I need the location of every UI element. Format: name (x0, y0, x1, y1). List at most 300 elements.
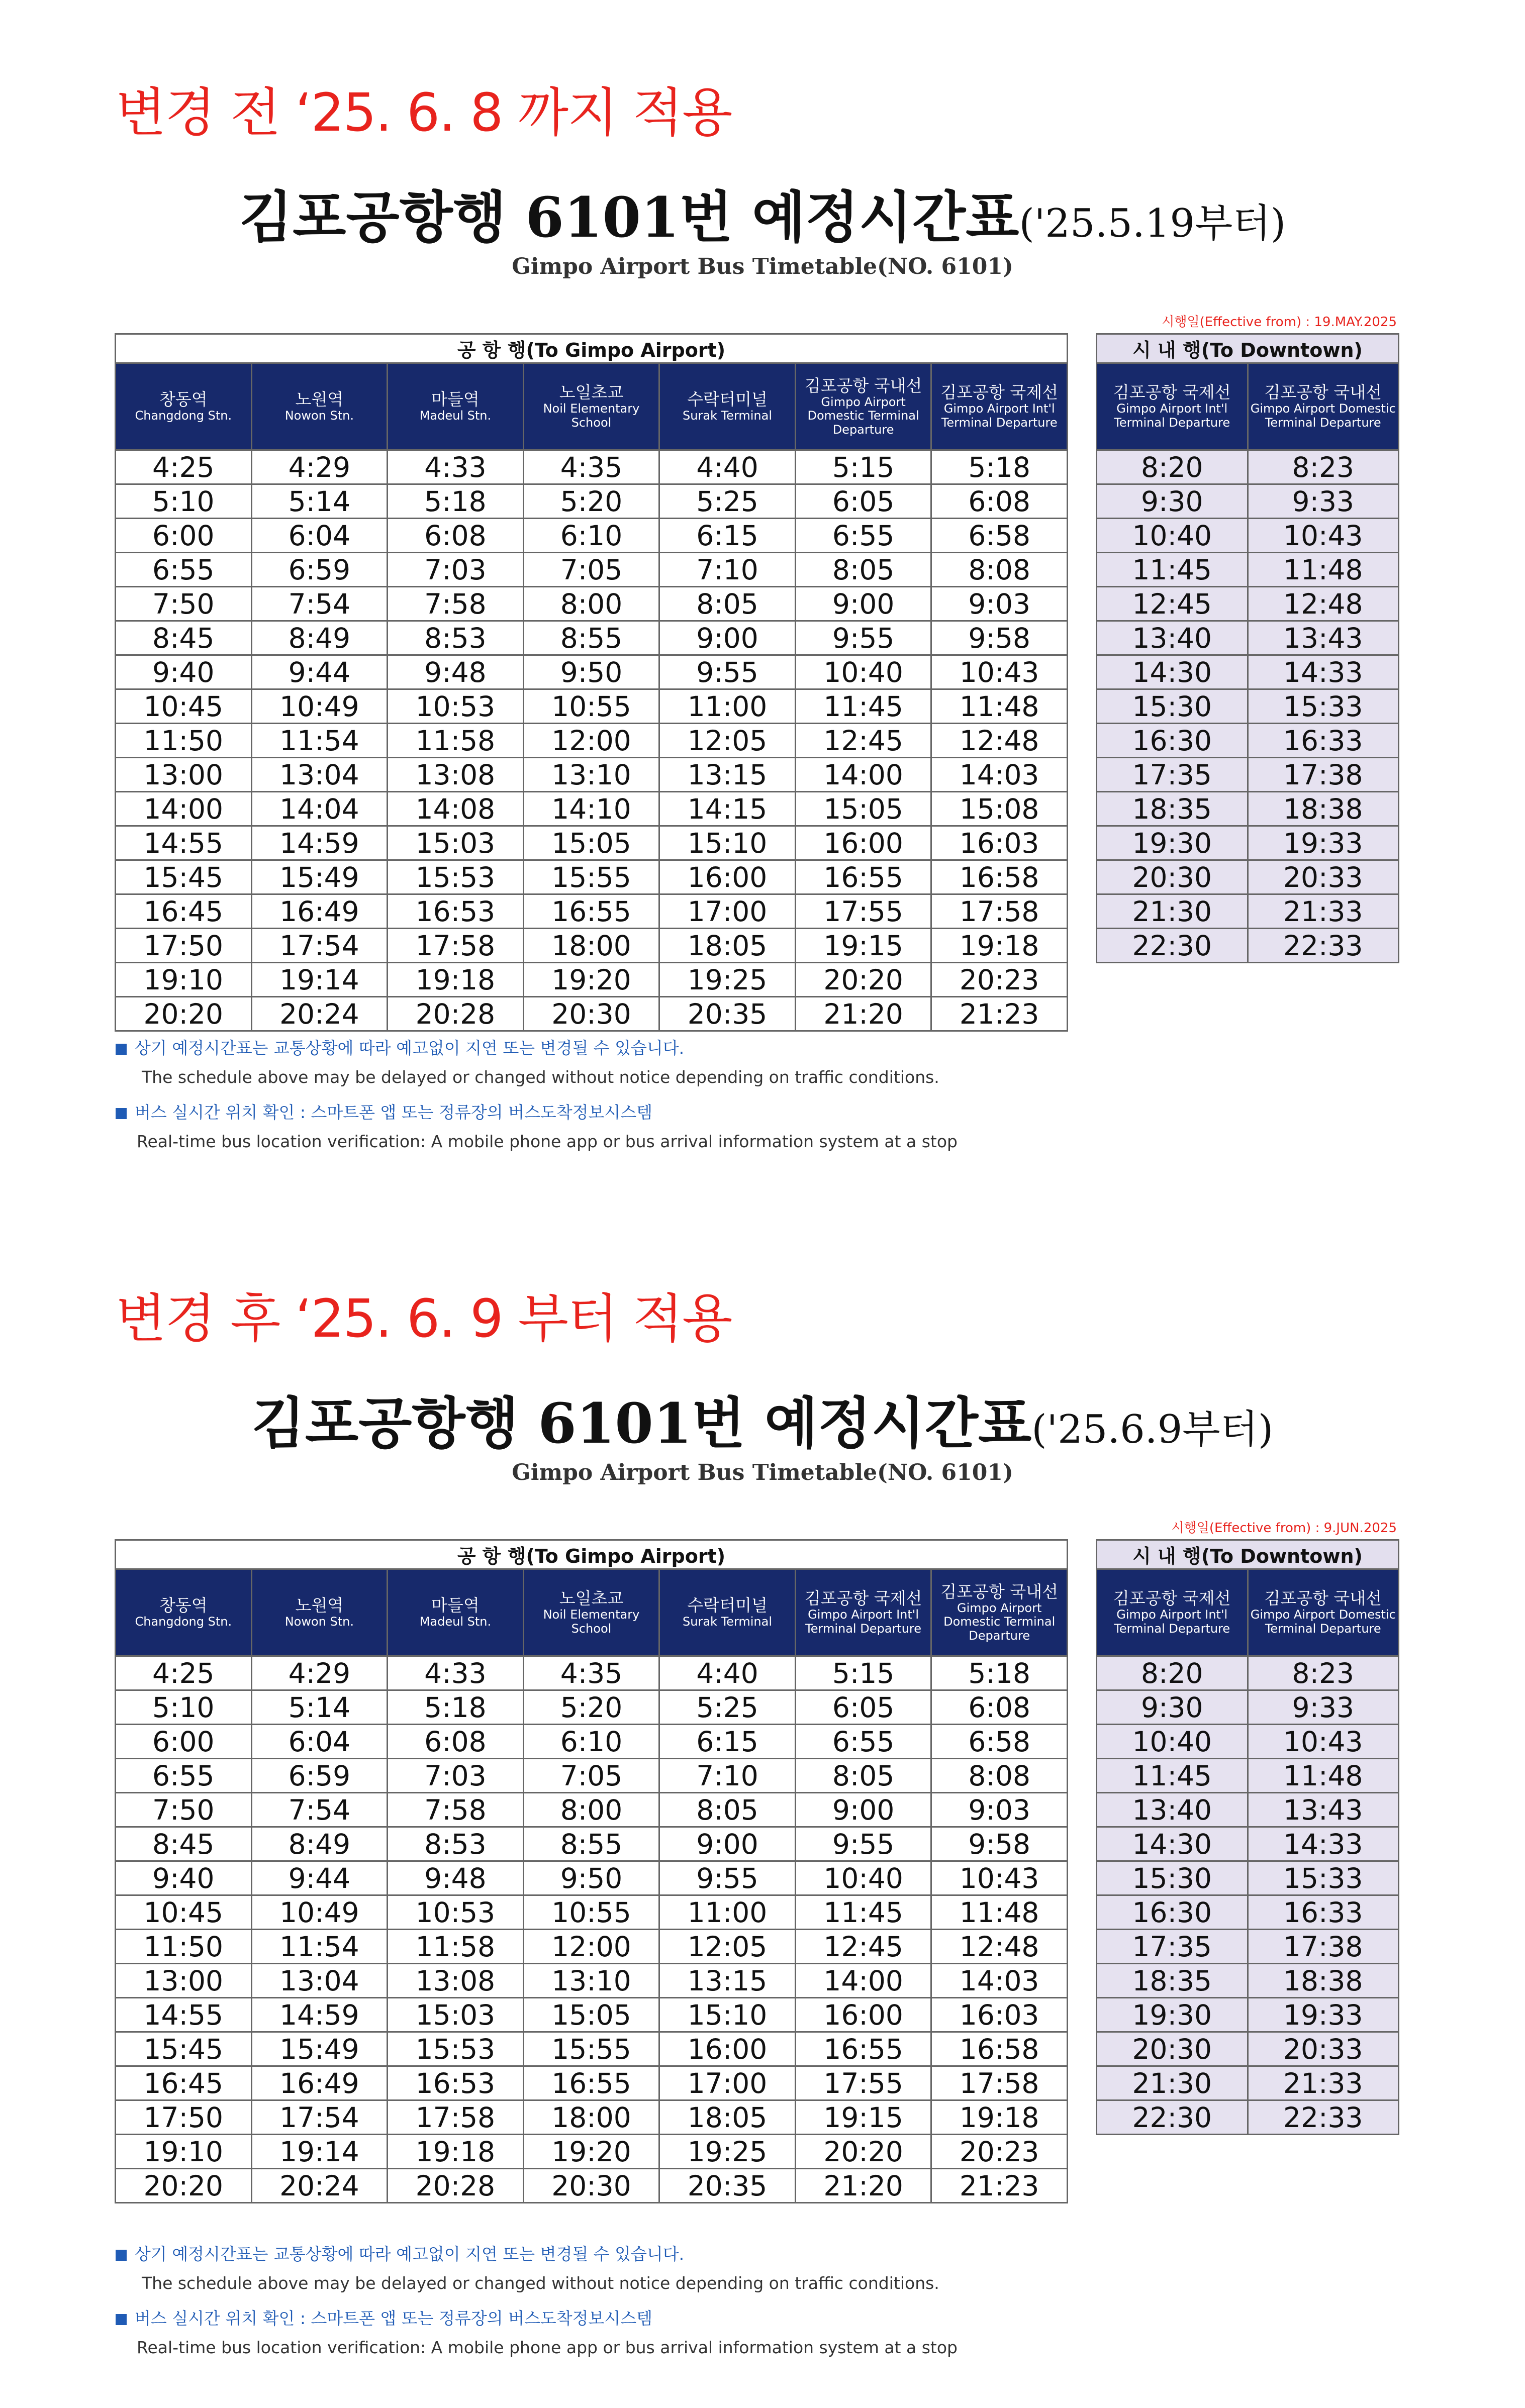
time-cell: 15:53 (388, 2032, 524, 2066)
time-cell: 5:18 (388, 1690, 524, 1725)
table-row (116, 997, 1068, 1031)
time-cell: 9:50 (523, 655, 659, 689)
time-cell: 12:00 (523, 1930, 659, 1964)
table-row (116, 929, 1068, 963)
table-row (1097, 1930, 1399, 1964)
column-header (931, 363, 1068, 450)
time-cell: 20:28 (388, 997, 524, 1031)
column-header-ko: 마들역 (431, 389, 480, 410)
time-cell: 10:49 (251, 1895, 388, 1930)
time-cell: 6:59 (251, 553, 388, 587)
table-row (116, 2169, 1068, 2203)
table-row (116, 2135, 1068, 2169)
time-cell: 10:43 (931, 1861, 1068, 1895)
time-cell: 16:55 (523, 894, 659, 929)
time-cell: 19:25 (659, 963, 796, 997)
table-row (116, 894, 1068, 929)
note-delay-ko: 상기 예정시간표는 교통상황에 따라 예고없이 지연 또는 변경될 수 있습니다. (116, 1035, 684, 1059)
time-cell: 10:40 (1097, 519, 1248, 553)
column-header (251, 1569, 388, 1656)
table-row (1097, 1725, 1399, 1759)
time-cell: 9:00 (795, 587, 931, 621)
time-cell: 5:14 (251, 484, 388, 519)
time-cell: 15:45 (116, 2032, 252, 2066)
time-cell: 6:08 (931, 484, 1068, 519)
table-row (116, 724, 1068, 758)
time-cell: 10:49 (251, 689, 388, 724)
time-cell: 6:00 (116, 519, 252, 553)
table-row (116, 860, 1068, 894)
time-cell: 11:50 (116, 724, 252, 758)
note-delay-en: The schedule above may be delayed or changed without notice depending on traffic conditions. (142, 2273, 939, 2293)
time-cell: 6:08 (388, 519, 524, 553)
time-cell: 20:20 (795, 2135, 931, 2169)
time-cell: 11:54 (251, 724, 388, 758)
table-row (1097, 1793, 1399, 1827)
time-cell: 14:30 (1097, 1827, 1248, 1861)
column-header-ko: 김포공항 국내선 (804, 375, 922, 395)
time-cell: 9:55 (659, 1861, 796, 1895)
time-cell: 4:35 (523, 1656, 659, 1690)
table-row (1097, 553, 1399, 587)
column-header-ko: 창동역 (159, 1595, 208, 1616)
column-header-en: Surak Terminal (683, 1615, 773, 1629)
time-cell: 13:08 (388, 758, 524, 792)
time-cell: 11:48 (931, 1895, 1068, 1930)
time-cell: 13:10 (523, 1964, 659, 1998)
note-delay-en: The schedule above may be delayed or changed without notice depending on traffic conditions. (142, 1067, 939, 1087)
column-header (659, 1569, 796, 1656)
time-cell: 16:30 (1097, 1895, 1248, 1930)
time-cell: 6:10 (523, 1725, 659, 1759)
time-cell: 9:48 (388, 655, 524, 689)
time-cell: 9:00 (659, 1827, 796, 1861)
time-cell: 14:15 (659, 792, 796, 826)
column-header-en: Noil Elementary School (543, 1608, 640, 1636)
to-downtown-table (1096, 1539, 1399, 2135)
time-cell: 4:35 (523, 450, 659, 484)
time-cell: 20:33 (1248, 860, 1399, 894)
time-cell: 20:20 (116, 997, 252, 1031)
time-cell: 13:43 (1248, 1793, 1399, 1827)
column-header-row (1097, 363, 1399, 450)
table-row (1097, 689, 1399, 724)
column-header-en: Gimpo Airport Int'l Terminal Departure (1114, 1608, 1230, 1636)
table-row (1097, 1895, 1399, 1930)
time-cell: 15:49 (251, 2032, 388, 2066)
time-cell: 19:25 (659, 2135, 796, 2169)
time-cell: 8:23 (1248, 450, 1399, 484)
time-cell: 17:54 (251, 2100, 388, 2135)
time-cell: 11:54 (251, 1930, 388, 1964)
time-cell: 20:24 (251, 997, 388, 1031)
column-header-en: Gimpo Airport Domestic Terminal Departure (807, 394, 919, 437)
time-cell: 9:03 (931, 1793, 1068, 1827)
time-cell: 19:30 (1097, 826, 1248, 860)
time-cell: 16:00 (659, 860, 796, 894)
column-header-en: Gimpo Airport Int'l Terminal Departure (1114, 402, 1230, 430)
table-row (1097, 2032, 1399, 2066)
time-cell: 17:50 (116, 2100, 252, 2135)
time-cell: 20:30 (1097, 860, 1248, 894)
time-cell: 4:29 (251, 450, 388, 484)
time-cell: 9:30 (1097, 484, 1248, 519)
time-cell: 22:33 (1248, 929, 1399, 963)
time-cell: 8:05 (659, 587, 796, 621)
column-header-en: Nowon Stn. (284, 409, 354, 423)
time-cell: 17:35 (1097, 758, 1248, 792)
time-cell: 12:00 (523, 724, 659, 758)
time-cell: 17:50 (116, 929, 252, 963)
table-row (116, 758, 1068, 792)
time-cell: 5:15 (795, 450, 931, 484)
time-cell: 7:54 (251, 1793, 388, 1827)
time-cell: 20:30 (523, 997, 659, 1031)
time-cell: 21:23 (931, 2169, 1068, 2203)
time-cell: 4:40 (659, 450, 796, 484)
time-cell: 14:08 (388, 792, 524, 826)
time-cell: 15:05 (795, 792, 931, 826)
time-cell: 8:49 (251, 621, 388, 655)
time-cell: 5:25 (659, 484, 796, 519)
time-cell: 15:03 (388, 826, 524, 860)
table-row (1097, 1964, 1399, 1998)
time-cell: 8:45 (116, 621, 252, 655)
time-cell: 10:43 (931, 655, 1068, 689)
time-cell: 7:03 (388, 1759, 524, 1793)
column-header-en: Changdong Stn. (135, 1615, 232, 1629)
time-cell: 15:33 (1248, 1861, 1399, 1895)
time-cell: 16:49 (251, 2066, 388, 2100)
time-cell: 13:43 (1248, 621, 1399, 655)
time-cell: 6:58 (931, 519, 1068, 553)
time-cell: 4:29 (251, 1656, 388, 1690)
time-cell: 21:30 (1097, 2066, 1248, 2100)
column-header-en: Surak Terminal (683, 409, 773, 423)
to-downtown-table (1096, 333, 1399, 963)
time-cell: 18:05 (659, 929, 796, 963)
time-cell: 10:40 (795, 655, 931, 689)
time-cell: 4:25 (116, 450, 252, 484)
time-cell: 15:53 (388, 860, 524, 894)
title-suffix: ('25.6.9부터) (1031, 1407, 1274, 1452)
table-row (116, 826, 1068, 860)
table-row (116, 621, 1068, 655)
table-row (116, 1793, 1068, 1827)
column-header (116, 1569, 252, 1656)
time-cell: 14:03 (931, 1964, 1068, 1998)
table-row (1097, 1998, 1399, 2032)
time-cell: 17:58 (931, 2066, 1068, 2100)
time-cell: 20:33 (1248, 2032, 1399, 2066)
time-cell: 16:00 (795, 1998, 931, 2032)
column-header (116, 363, 252, 450)
time-cell: 10:55 (523, 689, 659, 724)
time-cell: 19:18 (388, 963, 524, 997)
bullet-icon (116, 1108, 127, 1119)
table-row (116, 587, 1068, 621)
column-header-row (116, 1569, 1068, 1656)
table-row (116, 1930, 1068, 1964)
time-cell: 15:05 (523, 1998, 659, 2032)
time-cell: 8:20 (1097, 1656, 1248, 1690)
time-cell: 14:59 (251, 826, 388, 860)
timetable-title (0, 1379, 1525, 1459)
time-cell: 7:50 (116, 1793, 252, 1827)
time-cell: 9:33 (1248, 1690, 1399, 1725)
table-row (116, 1725, 1068, 1759)
time-cell: 11:00 (659, 689, 796, 724)
note-realtime-en: Real-time bus location verification: A mobile phone app or bus arrival information system at a stop (137, 2338, 958, 2357)
time-cell: 8:49 (251, 1827, 388, 1861)
time-cell: 5:20 (523, 484, 659, 519)
table-row (1097, 519, 1399, 553)
time-cell: 4:33 (388, 450, 524, 484)
time-cell: 17:54 (251, 929, 388, 963)
column-header (523, 363, 659, 450)
column-header (251, 363, 388, 450)
time-cell: 19:14 (251, 2135, 388, 2169)
time-cell: 9:55 (659, 655, 796, 689)
effective-date: 시행일(Effective from) : 9.JUN.2025 (1171, 1521, 1397, 1536)
to-gimpo-table (115, 1539, 1068, 2203)
note-realtime-ko: 버스 실시간 위치 확인 : 스마트폰 앱 또는 정류장의 버스도착정보시스템 (116, 2305, 652, 2329)
bullet-icon (116, 2250, 127, 2261)
table-row (1097, 1656, 1399, 1690)
time-cell: 21:33 (1248, 2066, 1399, 2100)
time-cell: 19:18 (931, 929, 1068, 963)
time-cell: 8:00 (523, 1793, 659, 1827)
time-cell: 6:08 (388, 1725, 524, 1759)
column-header-ko: 김포공항 국내선 (1264, 1588, 1382, 1609)
time-cell: 4:25 (116, 1656, 252, 1690)
time-cell: 9:00 (795, 1793, 931, 1827)
column-header (388, 1569, 524, 1656)
title-text: 김포공항행 6101번 예정시간표 (251, 1391, 1032, 1456)
time-cell: 5:20 (523, 1690, 659, 1725)
column-header-en: Gimpo Airport Domestic Terminal Departure (943, 1600, 1056, 1643)
table-row (1097, 484, 1399, 519)
table-row (1097, 1861, 1399, 1895)
time-cell: 11:58 (388, 1930, 524, 1964)
time-cell: 6:55 (116, 1759, 252, 1793)
time-cell: 6:59 (251, 1759, 388, 1793)
table-row (116, 792, 1068, 826)
time-cell: 17:35 (1097, 1930, 1248, 1964)
time-cell: 8:05 (795, 1759, 931, 1793)
column-header-ko: 수락터미널 (687, 1595, 768, 1616)
time-cell: 14:33 (1248, 1827, 1399, 1861)
time-cell: 18:05 (659, 2100, 796, 2135)
table-row (1097, 758, 1399, 792)
time-cell: 8:08 (931, 553, 1068, 587)
time-cell: 13:04 (251, 1964, 388, 1998)
table-row (116, 2032, 1068, 2066)
time-cell: 18:00 (523, 929, 659, 963)
column-header-en: Gimpo Airport Domestic Terminal Departure (1250, 402, 1396, 430)
column-header-ko: 김포공항 국내선 (940, 1581, 1058, 1601)
time-cell: 9:58 (931, 1827, 1068, 1861)
time-cell: 8:53 (388, 621, 524, 655)
table-row (1097, 826, 1399, 860)
time-cell: 13:00 (116, 758, 252, 792)
time-cell: 17:55 (795, 894, 931, 929)
time-cell: 11:48 (1248, 1759, 1399, 1793)
table-row (1097, 1759, 1399, 1793)
time-cell: 15:30 (1097, 1861, 1248, 1895)
time-cell: 20:35 (659, 2169, 796, 2203)
column-header-ko: 김포공항 국내선 (1264, 382, 1382, 403)
time-cell: 10:45 (116, 689, 252, 724)
column-header (523, 1569, 659, 1656)
time-cell: 21:20 (795, 997, 931, 1031)
time-cell: 15:08 (931, 792, 1068, 826)
time-cell: 6:04 (251, 519, 388, 553)
time-cell: 18:38 (1248, 1964, 1399, 1998)
time-cell: 16:00 (659, 2032, 796, 2066)
time-cell: 13:04 (251, 758, 388, 792)
time-cell: 9:33 (1248, 484, 1399, 519)
time-cell: 19:14 (251, 963, 388, 997)
time-cell: 15:03 (388, 1998, 524, 2032)
time-cell: 9:03 (931, 587, 1068, 621)
column-header-ko: 김포공항 국제선 (940, 382, 1058, 403)
column-header-ko: 수락터미널 (687, 389, 768, 410)
time-cell: 11:50 (116, 1930, 252, 1964)
time-cell: 4:40 (659, 1656, 796, 1690)
time-cell: 15:33 (1248, 689, 1399, 724)
table-row (1097, 860, 1399, 894)
time-cell: 10:53 (388, 1895, 524, 1930)
time-cell: 13:08 (388, 1964, 524, 1998)
time-cell: 5:25 (659, 1690, 796, 1725)
time-cell: 6:08 (931, 1690, 1068, 1725)
column-header-en: Nowon Stn. (284, 1615, 354, 1629)
column-header (1248, 1569, 1399, 1656)
time-cell: 14:00 (795, 758, 931, 792)
time-cell: 15:45 (116, 860, 252, 894)
time-cell: 5:18 (388, 484, 524, 519)
time-cell: 16:55 (795, 2032, 931, 2066)
time-cell: 5:15 (795, 1656, 931, 1690)
time-cell: 11:45 (795, 689, 931, 724)
column-header-ko: 노원역 (295, 1595, 344, 1616)
table-row (116, 1895, 1068, 1930)
time-cell: 7:05 (523, 1759, 659, 1793)
change-label: 변경 전 ‘25. 6. 8 까지 적용 (116, 82, 732, 143)
column-header (388, 363, 524, 450)
time-cell: 7:50 (116, 587, 252, 621)
time-cell: 10:55 (523, 1895, 659, 1930)
time-cell: 8:53 (388, 1827, 524, 1861)
time-cell: 21:33 (1248, 894, 1399, 929)
time-cell: 13:15 (659, 758, 796, 792)
note-realtime-en: Real-time bus location verification: A mobile phone app or bus arrival information system at a stop (137, 1132, 958, 1151)
note-realtime-ko: 버스 실시간 위치 확인 : 스마트폰 앱 또는 정류장의 버스도착정보시스템 (116, 1099, 652, 1123)
time-cell: 16:58 (931, 2032, 1068, 2066)
time-cell: 6:55 (795, 519, 931, 553)
time-cell: 9:55 (795, 621, 931, 655)
table-row (1097, 450, 1399, 484)
time-cell: 21:30 (1097, 894, 1248, 929)
time-cell: 15:55 (523, 2032, 659, 2066)
time-cell: 10:45 (116, 1895, 252, 1930)
time-cell: 12:05 (659, 1930, 796, 1964)
time-cell: 11:48 (1248, 553, 1399, 587)
table-row (116, 484, 1068, 519)
table-row (1097, 587, 1399, 621)
time-cell: 19:30 (1097, 1998, 1248, 2032)
time-cell: 14:59 (251, 1998, 388, 2032)
time-cell: 14:55 (116, 826, 252, 860)
time-cell: 8:05 (795, 553, 931, 587)
time-cell: 10:40 (1097, 1725, 1248, 1759)
column-header-row (116, 363, 1068, 450)
time-cell: 9:50 (523, 1861, 659, 1895)
column-header (1248, 363, 1399, 450)
time-cell: 6:10 (523, 519, 659, 553)
table-row (116, 519, 1068, 553)
time-cell: 9:40 (116, 655, 252, 689)
time-cell: 6:00 (116, 1725, 252, 1759)
time-cell: 17:58 (931, 894, 1068, 929)
time-cell: 8:45 (116, 1827, 252, 1861)
table-row (116, 963, 1068, 997)
column-header-en: Madeul Stn. (419, 409, 492, 423)
time-cell: 22:33 (1248, 2100, 1399, 2135)
table-row (116, 1964, 1068, 1998)
time-cell: 15:05 (523, 826, 659, 860)
time-cell: 9:55 (795, 1827, 931, 1861)
time-cell: 16:49 (251, 894, 388, 929)
time-cell: 14:55 (116, 1998, 252, 2032)
table-row (116, 1827, 1068, 1861)
timetable-title (0, 173, 1525, 253)
time-cell: 18:35 (1097, 792, 1248, 826)
time-cell: 14:03 (931, 758, 1068, 792)
column-header-en: Gimpo Airport Domestic Terminal Departure (1250, 1608, 1396, 1636)
timetable-subtitle: Gimpo Airport Bus Timetable(NO. 6101) (512, 1460, 1013, 1485)
time-cell: 9:40 (116, 1861, 252, 1895)
time-cell: 14:10 (523, 792, 659, 826)
time-cell: 19:18 (388, 2135, 524, 2169)
time-cell: 12:48 (1248, 587, 1399, 621)
column-header-ko: 노일초교 (559, 382, 624, 403)
time-cell: 8:08 (931, 1759, 1068, 1793)
time-cell: 12:45 (795, 724, 931, 758)
time-cell: 20:30 (523, 2169, 659, 2203)
table-row (116, 1690, 1068, 1725)
time-cell: 6:04 (251, 1725, 388, 1759)
time-cell: 22:30 (1097, 2100, 1248, 2135)
time-cell: 19:18 (931, 2100, 1068, 2135)
time-cell: 8:23 (1248, 1656, 1399, 1690)
time-cell: 7:03 (388, 553, 524, 587)
bullet-icon (116, 2314, 127, 2325)
time-cell: 16:30 (1097, 724, 1248, 758)
table-row (1097, 2066, 1399, 2100)
time-cell: 16:55 (795, 860, 931, 894)
column-header-en: Gimpo Airport Int'l Terminal Departure (941, 402, 1058, 430)
time-cell: 21:23 (931, 997, 1068, 1031)
timetable-subtitle: Gimpo Airport Bus Timetable(NO. 6101) (512, 254, 1013, 279)
time-cell: 19:15 (795, 929, 931, 963)
column-header-ko: 마들역 (431, 1595, 480, 1616)
time-cell: 6:05 (795, 1690, 931, 1725)
time-cell: 14:33 (1248, 655, 1399, 689)
time-cell: 16:58 (931, 860, 1068, 894)
time-cell: 17:00 (659, 894, 796, 929)
